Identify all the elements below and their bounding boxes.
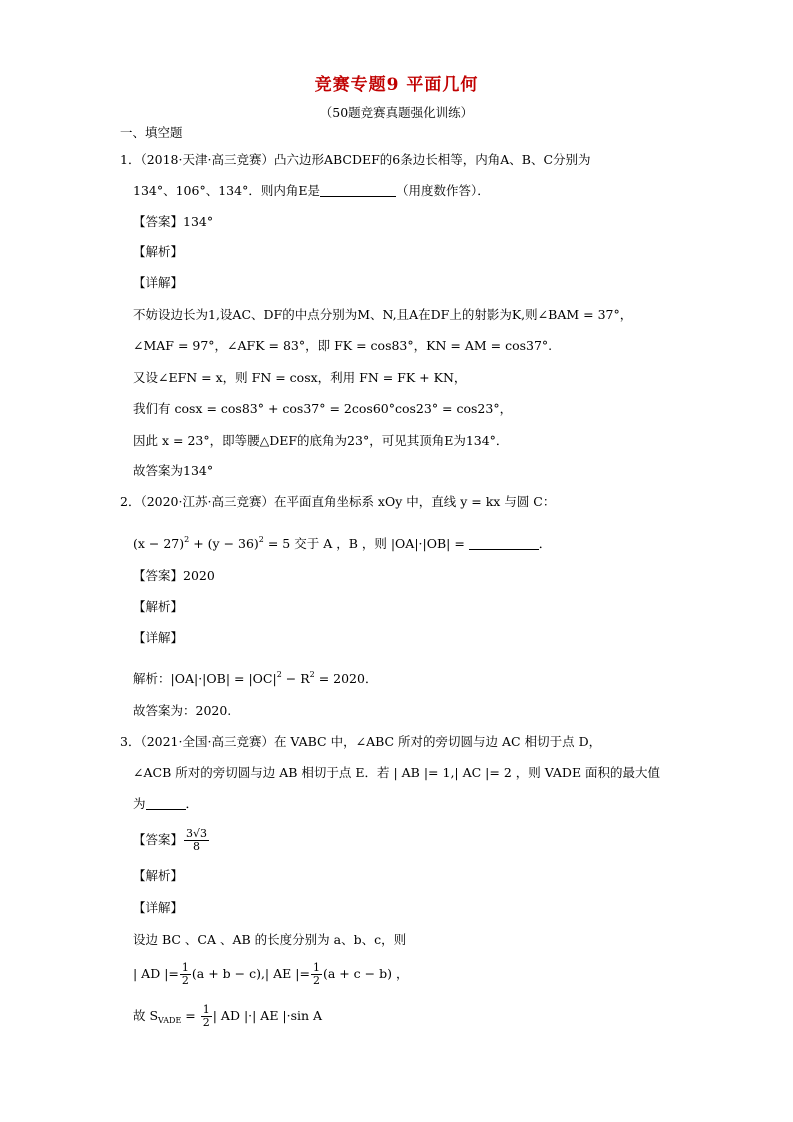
p3-half-den-1: 2: [181, 974, 189, 987]
p3-half-num-1: 1: [181, 961, 189, 974]
p2-eq-part3: = 5 交于 A ，B ，则 |OA|·|OB| =: [263, 536, 469, 551]
p2-stem-line2: $(x - 27)^2 + (y - 36)^2 = 5$ 交于 A ，B ，则 |OA|·|OB| = ．: [133, 535, 552, 551]
p3-half-den-2: 2: [312, 974, 320, 987]
p2-answer-blank: [469, 537, 539, 550]
p1-solution-line1: 不妨设边长为1,设AC、DF的中点分别为M、N,且A在DF上的射影为K,则∠BAM = 37°，: [133, 307, 633, 322]
p2-solution-line2: 故答案为：2020.: [133, 703, 232, 718]
p3-analysis-tag: 【解析】: [133, 868, 184, 883]
p3-ae-expr: (a + c − b) ，: [322, 966, 409, 981]
p1-stem-text: 134°、106°、134°．则内角E是: [133, 183, 320, 198]
p3-area-label: 故 S: [133, 1008, 159, 1023]
p1-solution-line6: 故答案为134°: [133, 463, 214, 478]
section-heading: 一、填空题: [120, 125, 183, 140]
p1-stem-line1: 1．（2018·天津·高三竞赛）凸六边形ABCDEF的6条边长相等，内角A、B、C分别为: [120, 152, 591, 167]
p2-stem-line1: 2．（2020·江苏·高三竞赛）在平面直角坐标系 xOy 中，直线 y = kx 与圆 C：: [120, 494, 556, 509]
p3-detail-tag: 【详解】: [133, 900, 184, 915]
p3-solution-line3: [133, 1004, 322, 1029]
p3-answer-blank: [146, 797, 186, 810]
p2-eq-part1: (x − 27): [133, 536, 185, 551]
p1-stem-line2: [133, 183, 490, 199]
p2-sol-part2: − R: [281, 671, 310, 686]
p1-detail-tag: 【详解】: [133, 275, 184, 290]
p1-answer: [133, 214, 213, 230]
p3-stem-line2: ∠ACB 所对的旁切圆与边 AB 相切于点 E．若 | AB |= 1,| AC |= 2 ，则 VADE 面积的最大值: [133, 765, 661, 780]
p3-answer: [133, 828, 210, 853]
p1-solution-line3: 又设∠EFN = x，则 FN = cosx，利用 FN = FK + KN，: [133, 370, 467, 385]
p1-stem-end: （用度数作答）．: [395, 183, 490, 198]
p3-answer-numerator: 3√3: [186, 827, 208, 840]
p2-solution-line1: [133, 667, 377, 687]
p3-stem-line1: 3．（2021·全国·高三竞赛）在 VABC 中，∠ABC 所对的旁切圆与边 AC 相切于点 D，: [120, 734, 602, 749]
p1-solution-line5: 因此 x = 23°，即等腰△DEF的底角为23°，可见其顶角E为134°．: [133, 433, 509, 448]
p3-area-eq: =: [181, 1008, 200, 1023]
p3-half-num-2: 1: [312, 961, 320, 974]
page-subtitle: （50题竞赛真题强化训练）: [319, 105, 474, 120]
p2-answer-value: 2020: [183, 568, 215, 583]
p2-detail-tag: 【详解】: [133, 630, 184, 645]
p2-sol-square2: 2: [309, 670, 315, 679]
p3-stem-line3: 为 ．: [133, 796, 199, 811]
p3-ad-expr: (a + b − c),| AE |=: [191, 966, 310, 981]
p2-answer: [133, 568, 215, 584]
p1-answer-value: 134°: [183, 214, 214, 229]
p2-sol-part3: = 2020．: [314, 671, 378, 686]
page-title: 竞赛专题9 平面几何: [314, 75, 479, 95]
p3-stem-text: 为: [133, 796, 146, 811]
p3-half-num-3: 1: [202, 1003, 210, 1016]
p1-solution-line2: ∠MAF = 97°，∠AFK = 83°，即 FK = cos83°，KN = AM = cos37°.: [133, 338, 553, 353]
p1-analysis-tag: 【解析】: [133, 244, 184, 259]
p3-answer-fraction: [184, 828, 209, 853]
p1-answer-blank: [320, 184, 396, 197]
p2-sol-square1: 2: [276, 670, 282, 679]
p1-answer-tag: 【答案】: [133, 214, 184, 229]
p2-eq-square1: 2: [184, 535, 190, 544]
p3-half-fraction-3: [201, 1004, 212, 1029]
p3-solution-line1: 设边 BC 、CA 、AB 的长度分别为 a、b、c，则: [133, 932, 407, 947]
p2-analysis-tag: 【解析】: [133, 599, 184, 614]
p3-area-expr: | AD |·| AE |·sin A: [212, 1008, 323, 1023]
p3-answer-tag: 【答案】: [133, 832, 184, 847]
p2-eq-part2: + (y − 36): [189, 536, 259, 551]
p3-half-fraction-1: [180, 962, 191, 987]
p2-answer-tag: 【答案】: [133, 568, 184, 583]
p3-answer-denominator: 8: [193, 840, 201, 853]
p2-sol-part1: 解析：|OA|·|OB| = |OC|: [133, 671, 277, 686]
p3-half-fraction-2: [311, 962, 322, 987]
p2-eq-square2: 2: [258, 535, 264, 544]
p3-area-subscript: VADE: [158, 1016, 182, 1025]
p3-ad-label: | AD |=: [133, 966, 179, 981]
p3-solution-line2: [133, 962, 408, 987]
p3-half-den-3: 2: [202, 1016, 210, 1029]
p1-solution-line4: 我们有 cosx = cos83° + cos37° = 2cos60°cos23° = cos23°，: [133, 401, 513, 416]
